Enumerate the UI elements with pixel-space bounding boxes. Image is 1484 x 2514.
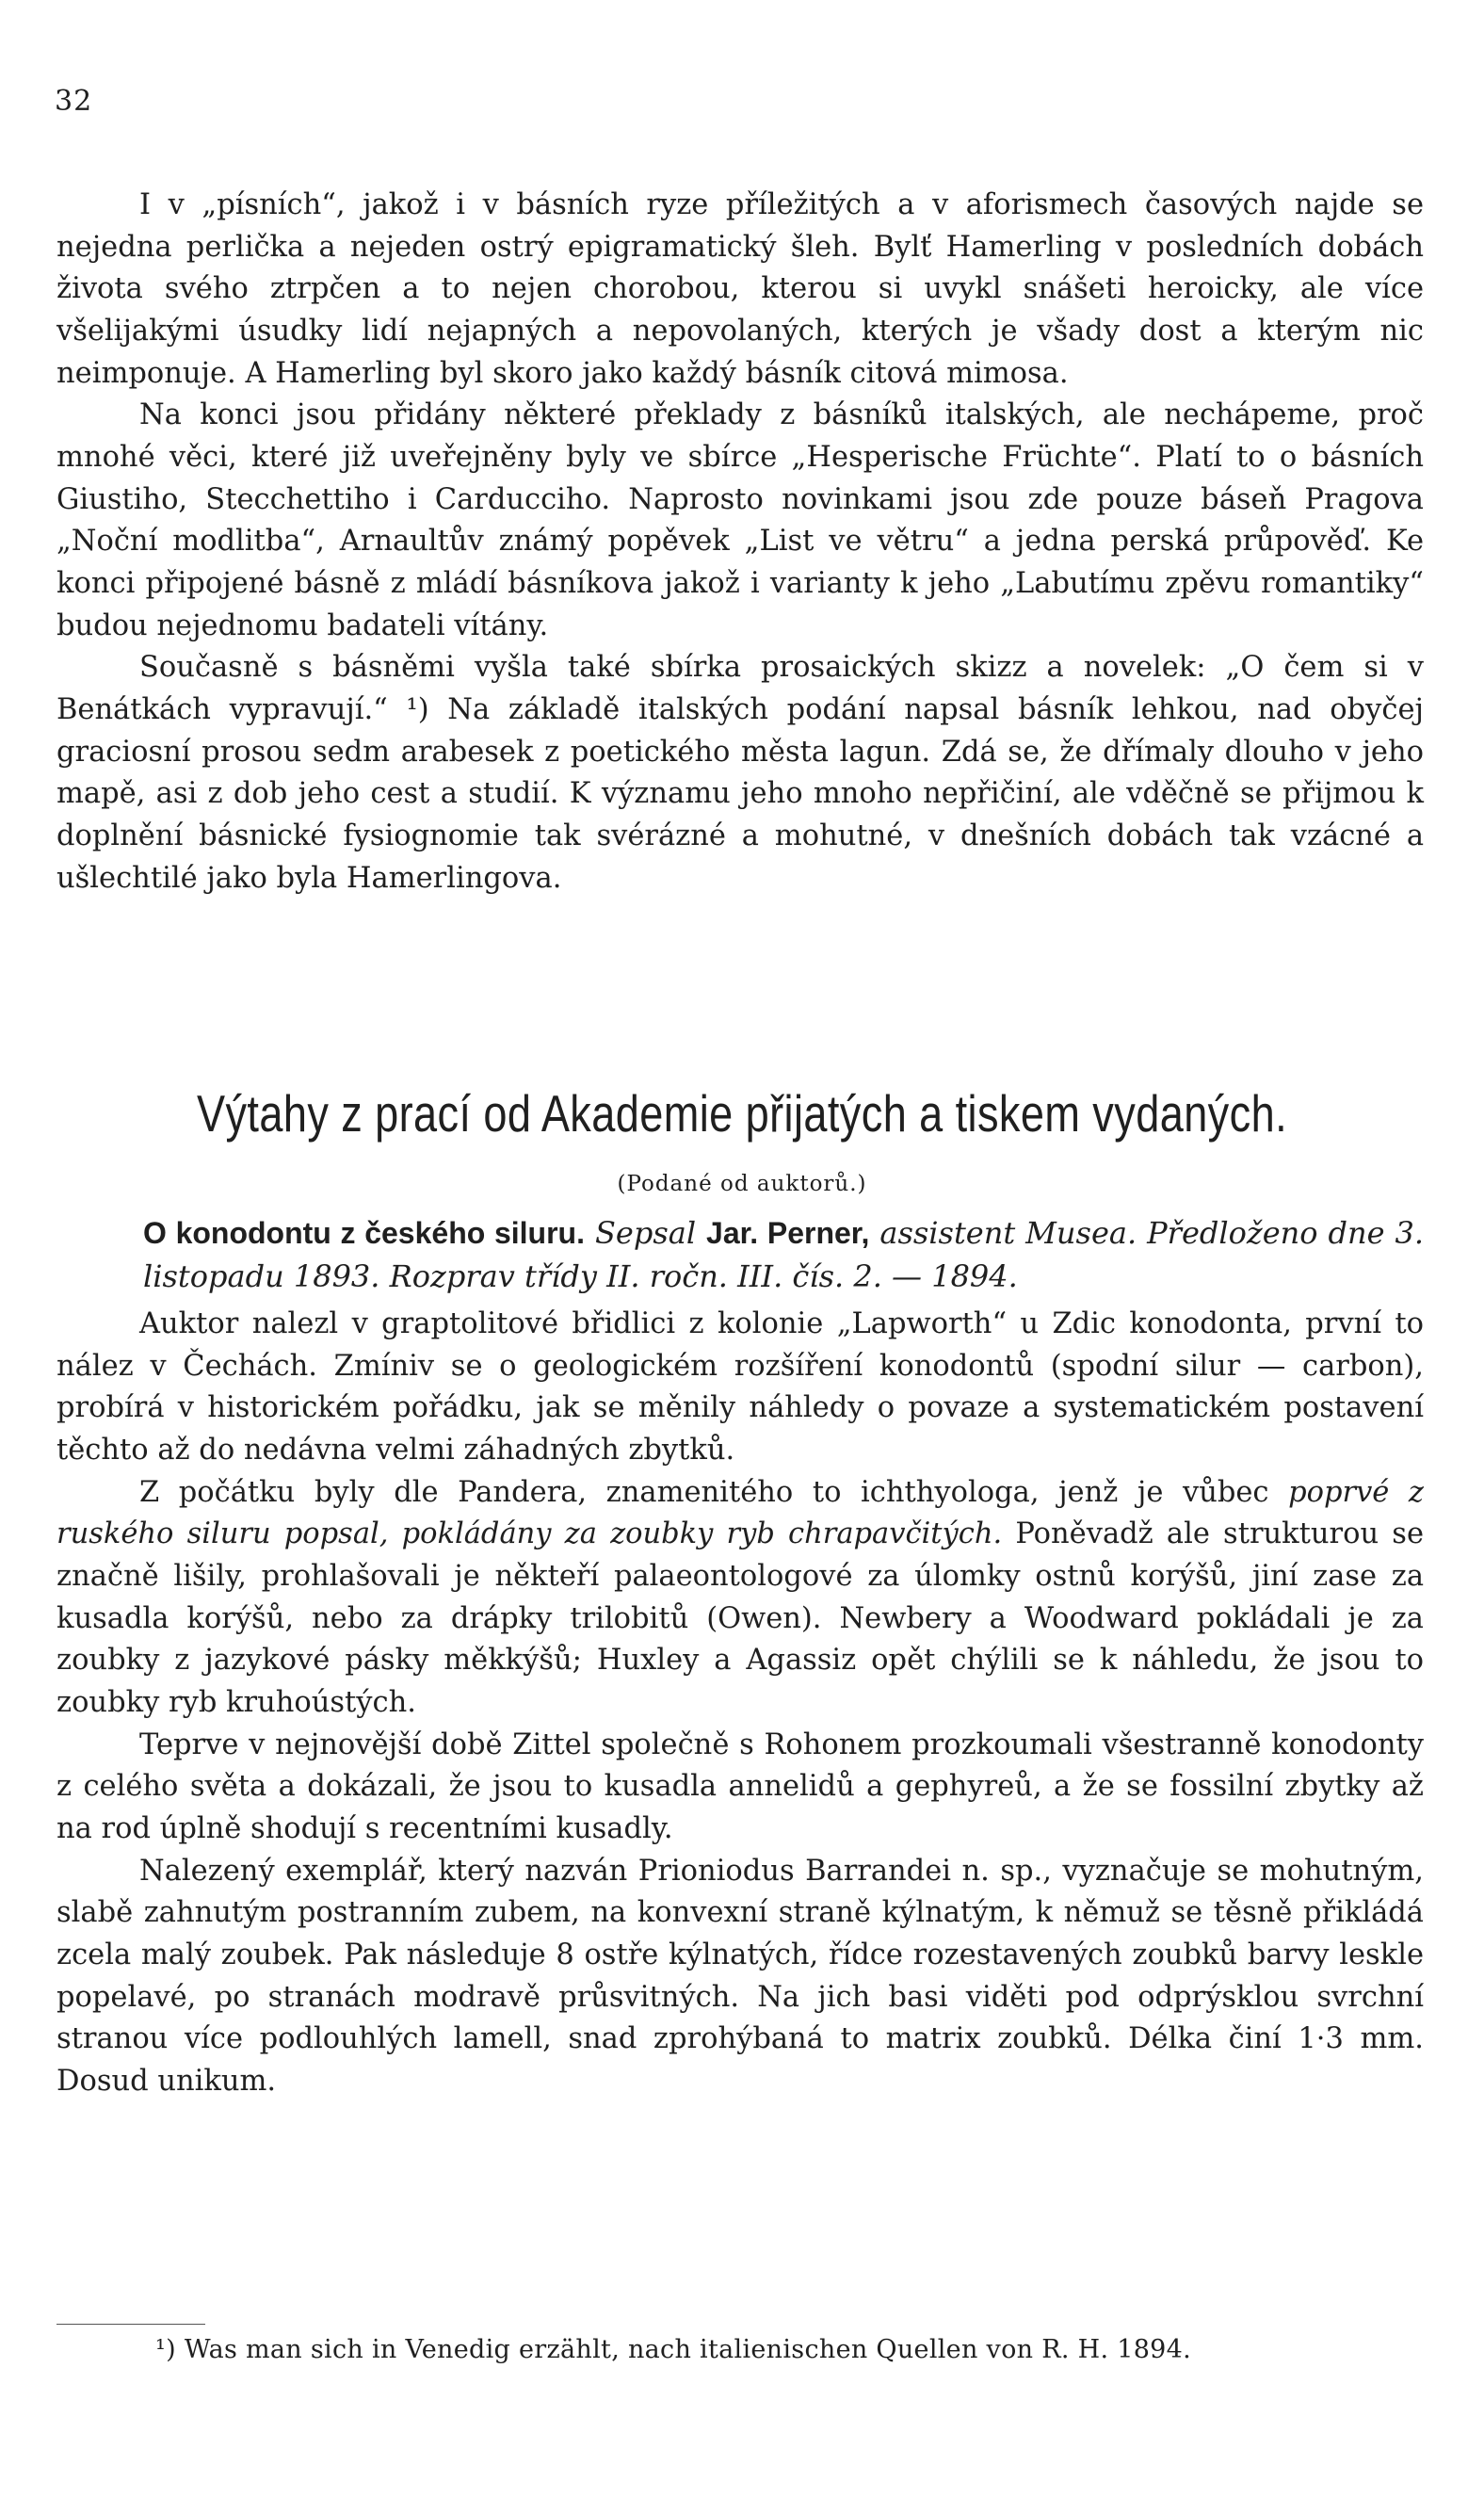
emphasized-text: poprvé z ruského siluru popsal, pokládány za zoubky ryb chrapavčitých. [56,1475,1424,1551]
written-by-label: Sepsal [594,1215,697,1251]
paragraph: Na konci jsou přidány některé překlady z básníků italských, ale nechápeme, proč mnohé věci, které již uveřejněny byly ve sbírce „Hesperische Früchte“. Platí to o básních Giustiho, Stecchettiho i Carducciho. Naprosto novinkami jsou zde pouze báseň Pragova „Noční modlitba“, Arnaultův známý popěvek „List ve větru“ a jedna perská průpověď. Ke konci připojené básně z mládí básníkova jakož i varianty k jeho „Labutímu zpěvu romantiky“ budou nejednomu badateli vítány. [56,398,1424,642]
footnote [155,2335,1191,2364]
article-body [56,1304,1424,2103]
paragraph: Nalezený exemplář, který nazván Prioniodus Barrandei n. sp., vyznačuje se mohutným, slabě zahnutým postranním zubem, na konvexní straně kýlnatým, k němuž se těsně přikládá zcela malý zoubek. Pak následuje 8 ostře kýlnatých, řídce rozestavených zoubků barvy leskle popelavé, po stranách modravě průsvitných. Na jich basi viděti pod odprýsklou svrchní stranou více podlouhlých lamell, snad zprohýbaná to matrix zoubků. Délka činí 1·3 mm. Dosud unikum. [56,1854,1424,2099]
paragraph: Současně s básněmi vyšla také sbírka prosaických skizz a novelek: „O čem si v Benátkách vypravují.“ ¹) Na základě italských podání napsal básník lehkou, nad obyčej graciosní prosou sedm arabesek z poetického města lagun. Zdá se, že dřímaly dlouho v jeho mapě, asi z dob jeho cest a studií. K významu jeho mnoho nepřičiní, ale vděčně se přijmou k doplnění básnické fysiognomie tak svérázné a mohutné, v dnešních dobách tak vzácné a ušlechtilé jako byla Hamerlingova. [56,651,1424,895]
footnote-mark: ¹) [155,2335,176,2364]
paragraph-text: Poněvadž ale strukturou se značně lišily, prohlašovali je někteří palaeontologové za úlomky ostnů korýšů, jiní zase za kusadla korýšů, nebo za drápky trilobitů (Owen). Newbery a Woodward pokládali je za zoubky z jazykové pásky měkkýšů; Huxley a Agassiz opět chýlili se k náhledu, že jsou to zoubky ryb kruhoústých. [56,1517,1425,1720]
paragraph-text: Z počátku byly dle Pandera, znamenitého to ichthyologa, jenž je vůbec [139,1475,1269,1509]
article-heading [143,1211,1424,1298]
paragraph [56,1472,1424,1725]
author-role: assistent Musea. [879,1215,1137,1251]
footnote-text: Was man sich in Venedig erzählt, nach italienischen Quellen von R. H. 1894. [184,2335,1192,2364]
paragraph: Teprve v nejnovější době Zittel společně s Rohonem prozkoumali všestranně konodonty z celého světa a dokázali, že jsou to kusadla annelidů a gephyreů, a že se fossilní zbytky až na rod úplně shodují s recentními kusadly. [56,1727,1424,1846]
page-number: 32 [55,85,93,118]
section-subtitle: (Podané od auktorů.) [617,1172,867,1196]
intro-text [56,185,1424,900]
article-title: O konodontu z českého siluru. [143,1216,585,1250]
paragraph: Auktor nalezl v graptolitové břidlici z kolonie „Lapworth“ u Zdic konodonta, první to nález v Čechách. Zmíniv se o geologickém rozšíření konodontů (spodní silur — carbon), probírá v historickém pořádku, jak se měnily náhledy o povaze a systematickém postavení těchto až do nedávna velmi záhadných zbytků. [56,1307,1424,1468]
presented-note: Předloženo dne 3. listopadu 1893. Rozprav třídy II. ročn. III. čís. 2. — 1894. [143,1215,1425,1295]
section-title: Výtahy z prací od Akademie přijatých a tiskem vydaných. [196,1084,1288,1143]
footnote-rule [56,2324,205,2325]
paragraph: I v „písních“, jakož i v básních ryze příležitých a v aforismech časových najde se nejedna perlička a nejeden ostrý epigramatický šleh. Bylť Hamerling v posledních dobách života svého ztrpčen a to nejen chorobou, kterou si uvykl snášeti heroicky, ale více všelijakými úsudky lidí nejapných a nepovolaných, kterých je všady dost a kterým nic neimponuje. A Hamerling byl skoro jako každý básník citová mimosa. [56,188,1424,390]
article-author: Jar. Perner, [706,1216,870,1250]
